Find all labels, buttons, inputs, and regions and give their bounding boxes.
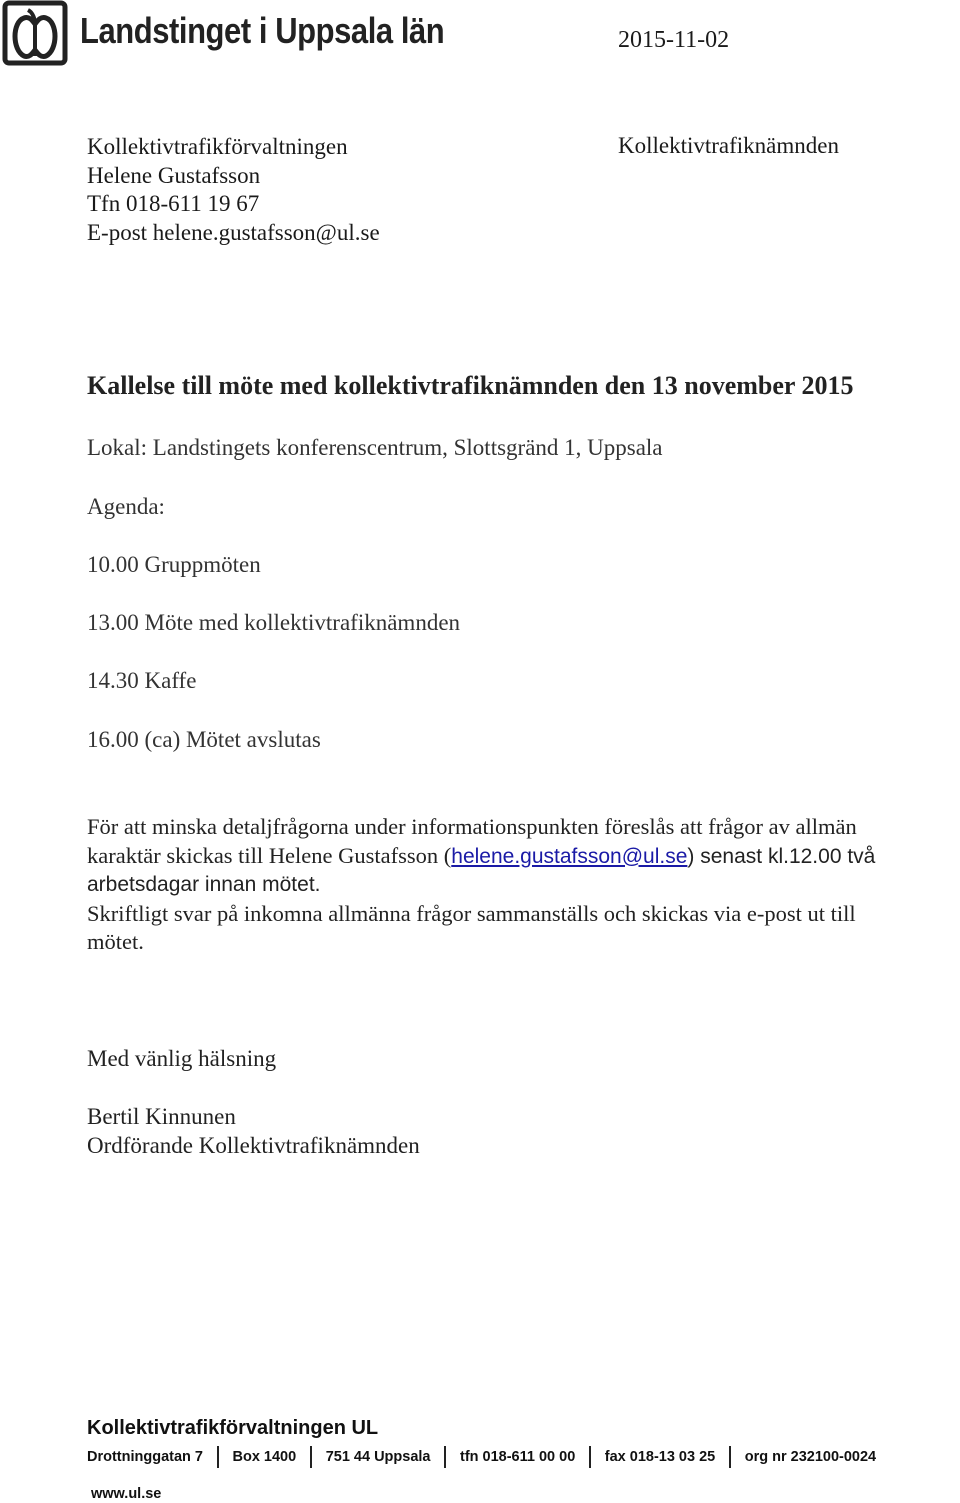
logo-text: Landstinget i Uppsala län	[80, 10, 445, 51]
footer-box: Box 1400	[232, 1449, 297, 1465]
greeting: Med vänlig hälsning	[87, 1046, 277, 1071]
footer-title: Kollektivtrafikförvaltningen UL	[87, 1417, 379, 1439]
footer-fax: fax 018-13 03 25	[604, 1449, 716, 1465]
paragraph-line: För att minska detaljfrågorna under informationspunkten föreslås att frågor av allmän	[87, 814, 857, 839]
document-date: 2015-11-02	[618, 27, 730, 53]
signatory-name: Bertil Kinnunen	[87, 1104, 236, 1129]
agenda-item: 16.00 (ca) Mötet avslutas	[87, 727, 321, 752]
paragraph-line: arbetsdagar innan mötet.	[87, 873, 321, 896]
document-title: Kallelse till möte med kollektivtrafiknämnden den 13 november 2015	[87, 371, 854, 400]
paragraph-line: mötet.	[87, 929, 144, 954]
agenda-item: 10.00 Gruppmöten	[87, 552, 261, 577]
location-line: Lokal: Landstingets konferenscentrum, Slottsgränd 1, Uppsala	[87, 435, 663, 460]
footer-divider	[589, 1446, 591, 1468]
sender-phone: Tfn 018-611 19 67	[87, 191, 260, 216]
sender-name: Helene Gustafsson	[87, 162, 261, 188]
agenda-label: Agenda:	[87, 494, 165, 519]
footer-divider	[310, 1446, 312, 1468]
footer-address: Drottninggatan 7	[87, 1449, 203, 1465]
footer-postal: 751 44 Uppsala	[325, 1449, 431, 1465]
landsting-logo-icon	[2, 0, 68, 66]
footer-org-number: org nr 232100-0024	[744, 1449, 877, 1465]
footer-divider	[729, 1446, 731, 1468]
footer-divider	[217, 1446, 219, 1468]
sender-email: E-post helene.gustafsson@ul.se	[87, 219, 380, 245]
recipient: Kollektivtrafiknämnden	[618, 133, 839, 158]
footer-phone: tfn 018-611 00 00	[459, 1449, 576, 1465]
logo	[2, 0, 445, 70]
email-link[interactable]: helene.gustafsson@ul.se	[451, 844, 688, 868]
paragraph-line	[87, 842, 957, 872]
signatory-role: Ordförande Kollektivtrafiknämnden	[87, 1133, 420, 1158]
info-paragraph	[87, 813, 957, 957]
sender-org: Kollektivtrafikförvaltningen	[87, 134, 348, 159]
footer-website[interactable]: www.ul.se	[91, 1486, 162, 1502]
footer-contact-row	[87, 1446, 876, 1468]
sender-block	[87, 133, 380, 247]
paragraph-text: ) senast kl.12.00 två	[687, 844, 876, 868]
footer-divider	[444, 1446, 446, 1468]
agenda-item: 14.30 Kaffe	[87, 668, 197, 693]
paragraph-line: Skriftligt svar på inkomna allmänna frågor sammanställs och skickas via e-post ut till	[87, 900, 856, 926]
agenda-item: 13.00 Möte med kollektivtrafiknämnden	[87, 610, 461, 635]
paragraph-text: karaktär skickas till Helene Gustafsson (	[87, 842, 452, 868]
